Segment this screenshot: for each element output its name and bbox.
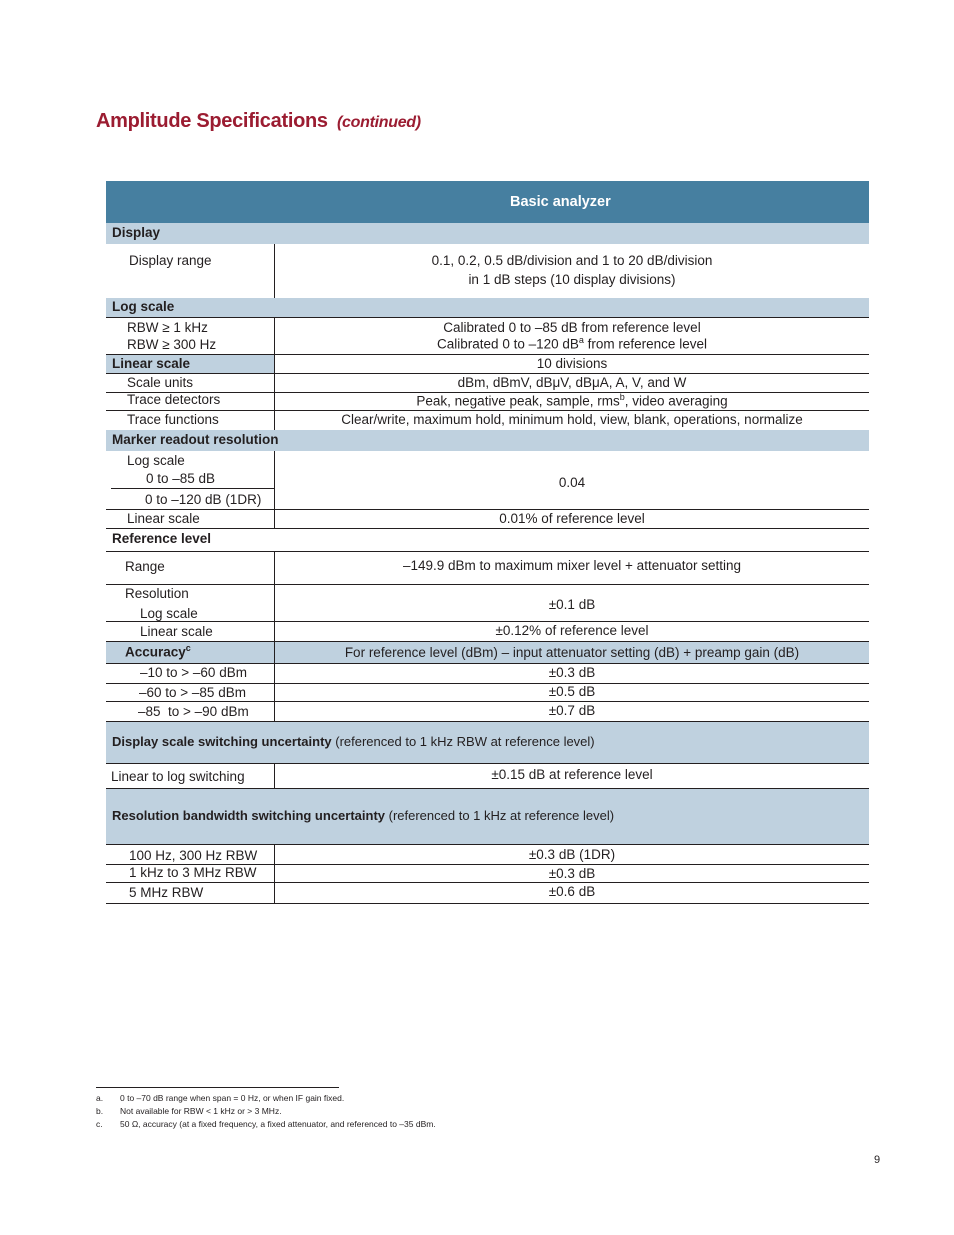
table-row — [106, 510, 869, 528]
linear-scale-value: 10 divisions — [536, 356, 608, 371]
ref-res-log-value: ±0.1 dB — [548, 597, 596, 612]
table-row — [106, 702, 869, 721]
section-linear-scale — [106, 354, 869, 374]
table-row — [106, 864, 869, 883]
footnote-c: c. 50 Ω, accuracy (at a fixed frequency, a fixed attenuator, and referenced to –35 dBm. — [96, 1119, 436, 1129]
section-display — [106, 223, 869, 244]
trace-detectors-value: Peak, negative peak, sample, rms$^b$, video averaging — [416, 392, 728, 409]
section-reference-level-label: Reference level — [112, 531, 212, 546]
table-row — [106, 373, 869, 393]
section-log-scale-label: Log scale — [112, 299, 175, 314]
section-log-scale — [106, 298, 869, 317]
footnote-a: a. 0 to –70 dB range when span = 0 Hz, or when IF gain fixed. — [96, 1093, 345, 1103]
ref-res-log-label: Log scale — [140, 606, 198, 621]
linear-log-switching-value: ±0.15 dB at reference level — [491, 767, 653, 782]
acc-row-value: ±0.5 dB — [548, 684, 596, 699]
page-number: 9 — [874, 1154, 881, 1166]
title-text: Amplitude Specifications — [96, 110, 328, 132]
page-title — [96, 110, 421, 133]
rbw-row-label: 1 kHz to 3 MHz RBW — [129, 865, 257, 880]
rbw-1khz-value: Calibrated 0 to –85 dB from reference level — [443, 320, 701, 335]
acc-row-value: ±0.7 dB — [548, 703, 596, 718]
marker-log-value: 0.04 — [558, 475, 586, 490]
ref-range-value: –149.9 dBm to maximum mixer level + attenuator setting — [402, 558, 742, 573]
rbw-row-label: 5 MHz RBW — [129, 885, 204, 900]
accuracy-label: Accuracy$^c$ — [125, 643, 191, 660]
footnote-divider — [96, 1087, 339, 1088]
rbw-row-label: 100 Hz, 300 Hz RBW — [129, 848, 258, 863]
ref-range-label: Range — [125, 559, 165, 574]
acc-row-label: –85 to > –90 dBm — [138, 704, 249, 719]
accuracy-value: For reference level (dBm) – input attenuator setting (dB) + preamp gain (dB) — [344, 645, 800, 660]
table-row — [106, 451, 869, 510]
display-range-value-2: in 1 dB steps (10 display divisions) — [468, 272, 676, 287]
section-marker-label: Marker readout resolution — [112, 432, 279, 447]
marker-linear-label: Linear scale — [127, 511, 200, 526]
title-continued: (continued) — [337, 114, 421, 131]
ref-resolution-label: Resolution — [125, 586, 189, 601]
marker-log-sub1: 0 to –85 dB — [146, 471, 216, 486]
rbw-row-value: ±0.3 dB (1DR) — [528, 847, 616, 862]
section-display-label: Display — [112, 225, 161, 240]
acc-row-label: –10 to > –60 dBm — [140, 665, 247, 680]
rbw-300hz-label: RBW ≥ 300 Hz — [127, 337, 217, 352]
marker-log-sub2: 0 to –120 dB (1DR) — [145, 492, 262, 507]
marker-linear-value: 0.01% of reference level — [499, 511, 645, 526]
table-row — [106, 551, 869, 585]
trace-detectors-label: Trace detectors — [127, 392, 221, 407]
acc-row-label: –60 to > –85 dBm — [139, 685, 246, 700]
trace-functions-label: Trace functions — [127, 412, 219, 427]
table-row — [106, 392, 869, 411]
display-range-label: Display range — [129, 253, 212, 268]
accuracy-row — [106, 641, 869, 663]
ref-res-linear-label: Linear scale — [140, 624, 213, 639]
scale-units-label: Scale units — [127, 375, 194, 390]
marker-log-label: Log scale — [127, 453, 185, 468]
table-row — [106, 763, 869, 789]
rbw-switching-label: Resolution bandwidth switching uncertainty (referenced to 1 kHz at reference level) — [112, 808, 615, 823]
rbw-row-value: ±0.3 dB — [548, 866, 596, 881]
table-row — [106, 663, 869, 684]
table-row — [106, 683, 869, 702]
section-display-switching — [106, 721, 869, 764]
table-row — [106, 622, 869, 641]
table-row — [106, 883, 869, 904]
table-header-label: Basic analyzer — [510, 194, 611, 210]
table-row — [106, 411, 869, 430]
spec-table — [106, 181, 869, 904]
table-row — [106, 244, 869, 298]
table-row — [106, 585, 869, 622]
section-reference-level — [106, 528, 869, 552]
acc-row-value: ±0.3 dB — [548, 665, 596, 680]
scale-units-value: dBm, dBmV, dBμV, dBμA, A, V, and W — [457, 375, 687, 390]
ref-res-linear-value: ±0.12% of reference level — [495, 623, 649, 638]
section-rbw-switching — [106, 788, 869, 844]
section-linear-scale-label: Linear scale — [112, 356, 191, 371]
footnote-b: b. Not available for RBW < 1 kHz or > 3 MHz. — [96, 1106, 282, 1116]
rbw-1khz-label: RBW ≥ 1 kHz — [127, 320, 208, 335]
rbw-300hz-value: Calibrated 0 to –120 $dB^a$ from reference level — [437, 335, 707, 352]
display-range-value-1: 0.1, 0.2, 0.5 dB/division and 1 to 20 dB/division — [431, 253, 713, 268]
table-row — [106, 844, 869, 865]
section-marker — [106, 430, 869, 451]
table-header — [106, 181, 869, 223]
table-row — [106, 317, 869, 355]
trace-functions-value: Clear/write, maximum hold, minimum hold, view, blank, operations, normalize — [341, 412, 803, 427]
rbw-row-value: ±0.6 dB — [548, 884, 596, 899]
linear-log-switching-label: Linear to log switching — [111, 769, 245, 784]
display-switching-label: Display scale switching uncertainty (referenced to 1 kHz RBW at reference level) — [112, 734, 595, 749]
